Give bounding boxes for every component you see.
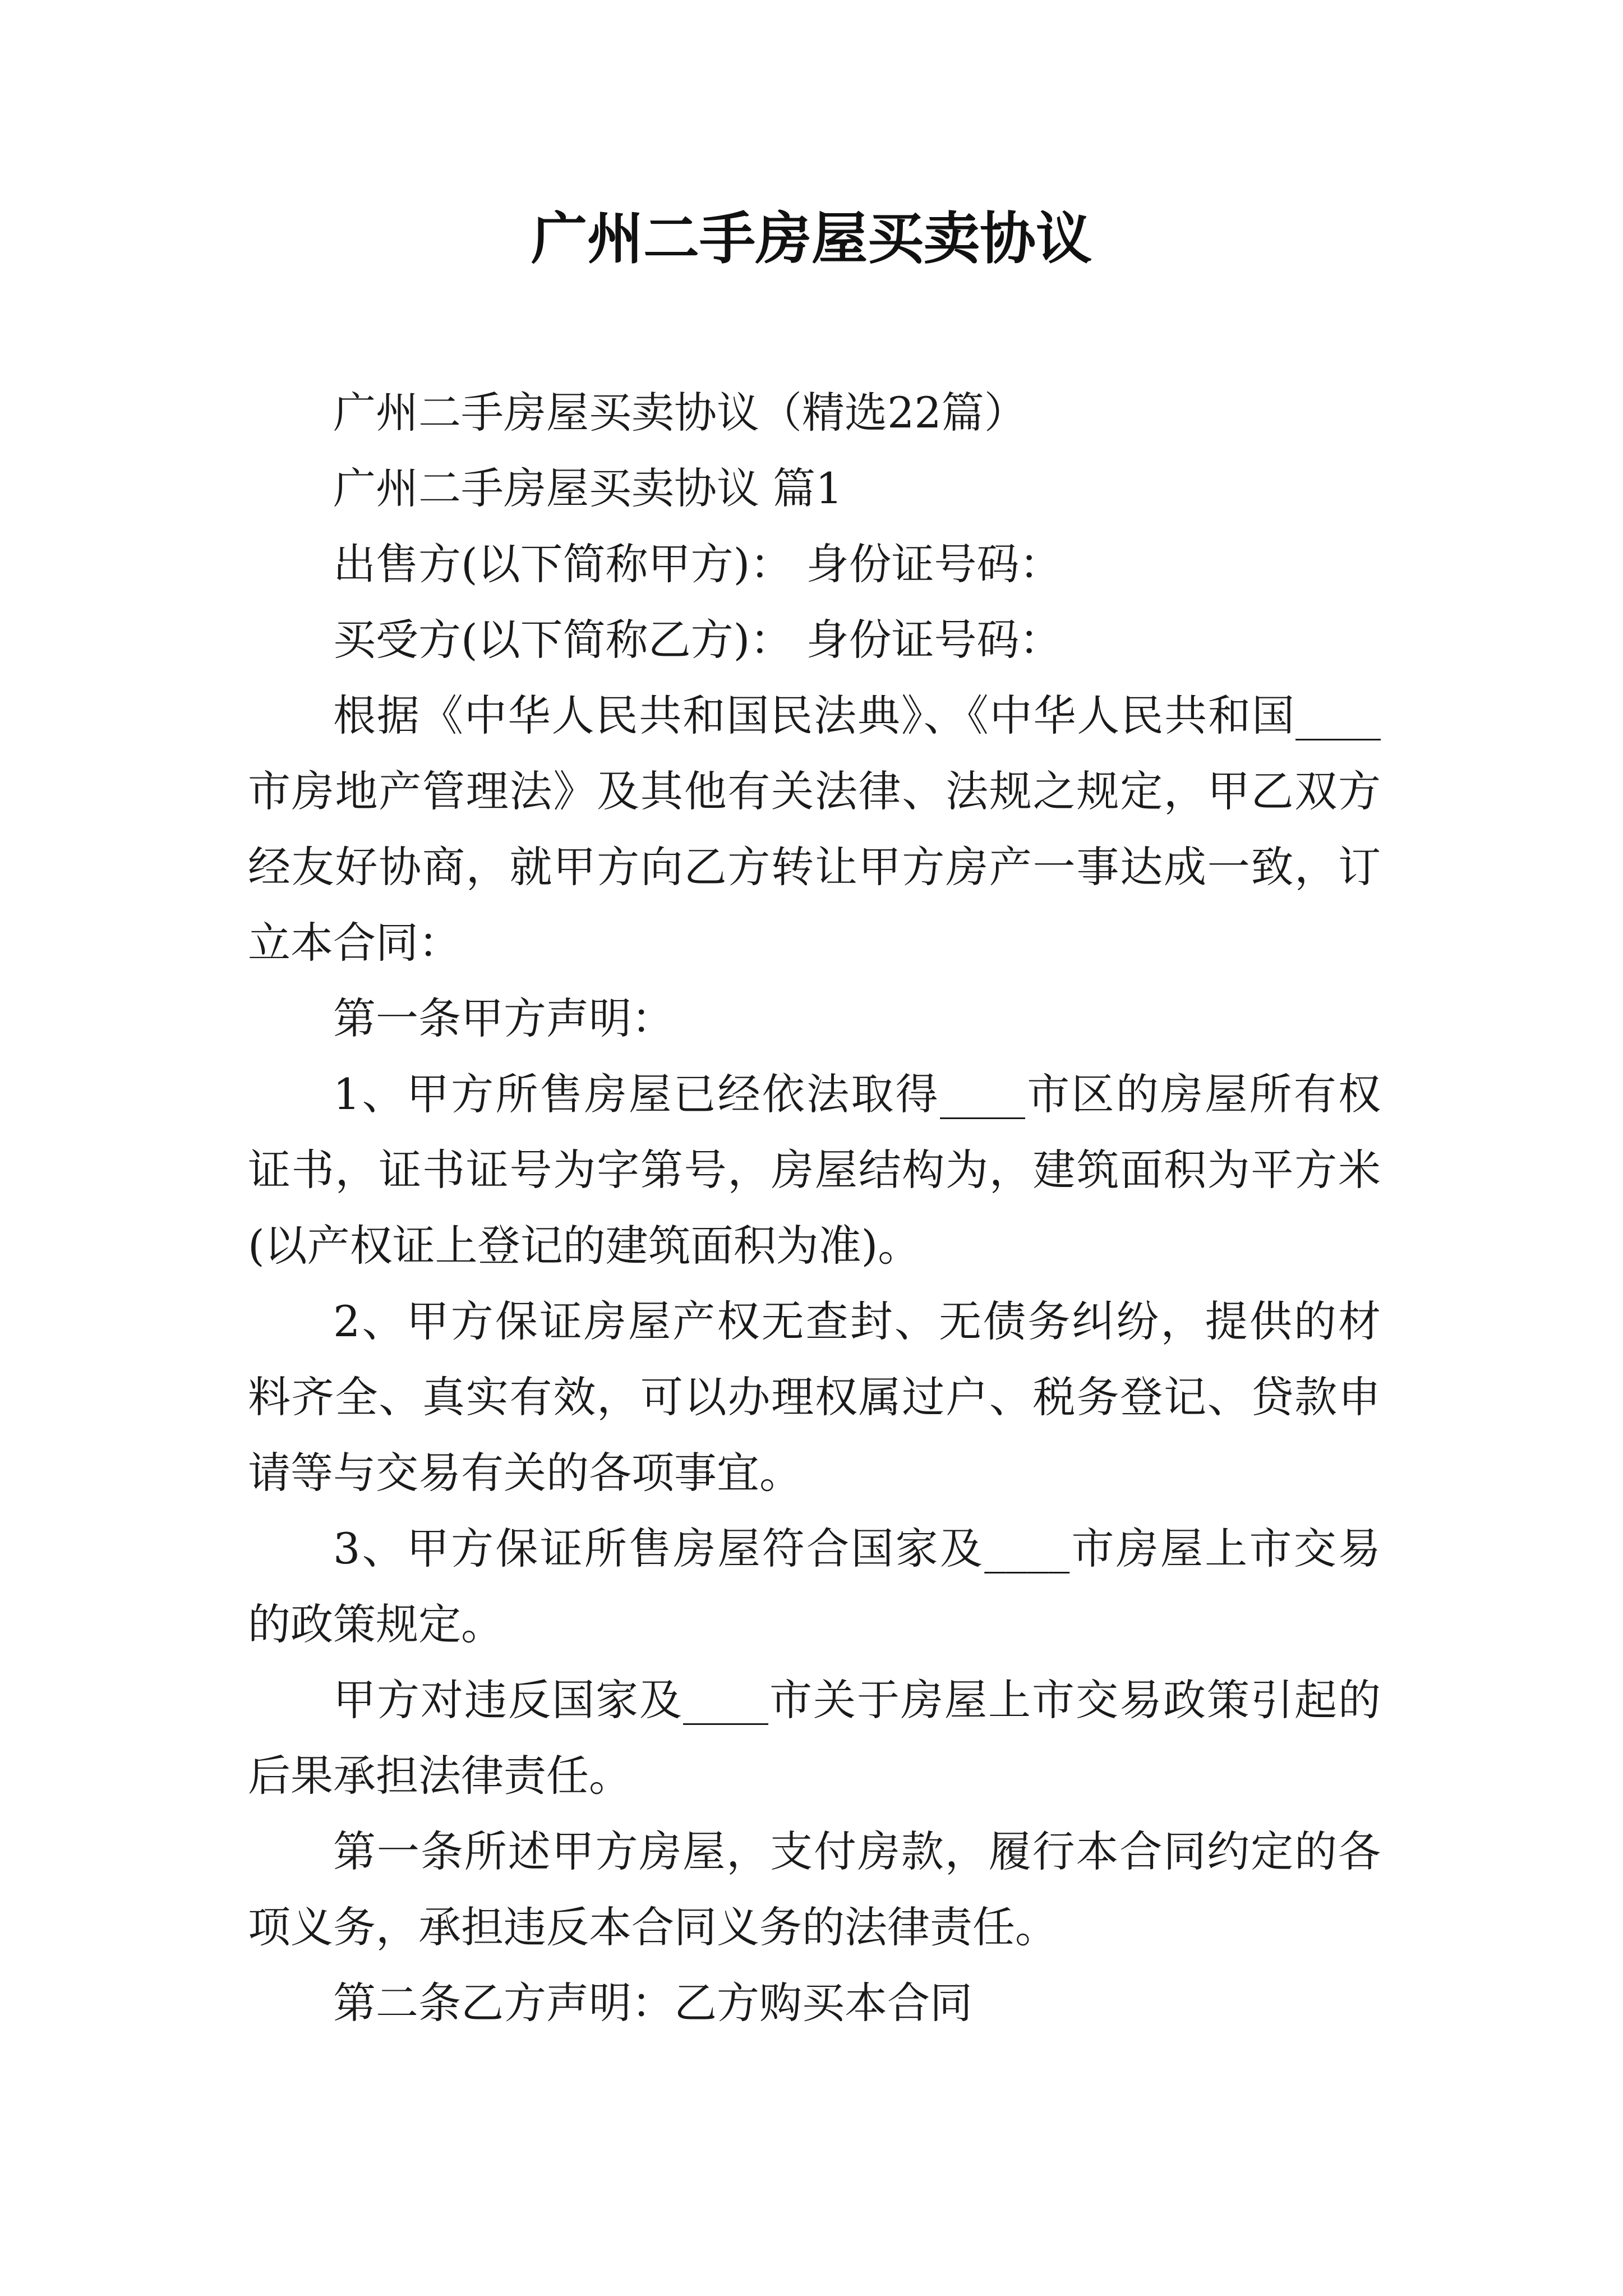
paragraph-subtitle: 广州二手房屋买卖协议（精选22篇） xyxy=(333,388,1027,438)
paragraph-buyer: 买受方(以下简称乙方)： 身份证号码： xyxy=(333,615,1062,665)
paragraph-article-1-item-1: 1、甲方所售房屋已经依法取得____市区的房屋所有权证书，证书证号为字第号，房屋结构为，建筑面积为平方米(以产权证上登记的建筑面积为准)。 xyxy=(248,1069,1381,1271)
paragraph-article-1-item-3: 3、甲方保证所售房屋符合国家及____市房屋上市交易的政策规定。 xyxy=(248,1524,1381,1649)
paragraph-article-2-heading: 第二条乙方声明：乙方购买本合同 xyxy=(333,1978,972,2028)
paragraph-liability: 甲方对违反国家及____市关于房屋上市交易政策引起的后果承担法律责任。 xyxy=(248,1675,1381,1801)
paragraph-seller: 出售方(以下简称甲方)： 身份证号码： xyxy=(333,539,1062,589)
paragraph-obligations: 第一条所述甲方房屋，支付房款，履行本合同约定的各项义务，承担违反本合同义务的法律责任。 xyxy=(248,1826,1381,1952)
paragraph-article-1-item-2: 2、甲方保证房屋产权无查封、无债务纠纷，提供的材料齐全、真实有效，可以办理权属过户、税务登记、贷款申请等与交易有关的各项事宜。 xyxy=(248,1296,1381,1498)
document-title: 广州二手房屋买卖协议 xyxy=(531,205,1092,272)
paragraph-preamble: 根据《中华人民共和国民法典》、《中华人民共和国____市房地产管理法》及其他有关法律、法规之规定，甲乙双方经友好协商，就甲方向乙方转让甲方房产一事达成一致，订立本合同： xyxy=(248,691,1381,968)
document-body xyxy=(248,375,1381,2041)
paragraph-section-heading: 广州二手房屋买卖协议 篇1 xyxy=(333,463,843,513)
paragraph-article-1-heading: 第一条甲方声明： xyxy=(333,993,674,1043)
